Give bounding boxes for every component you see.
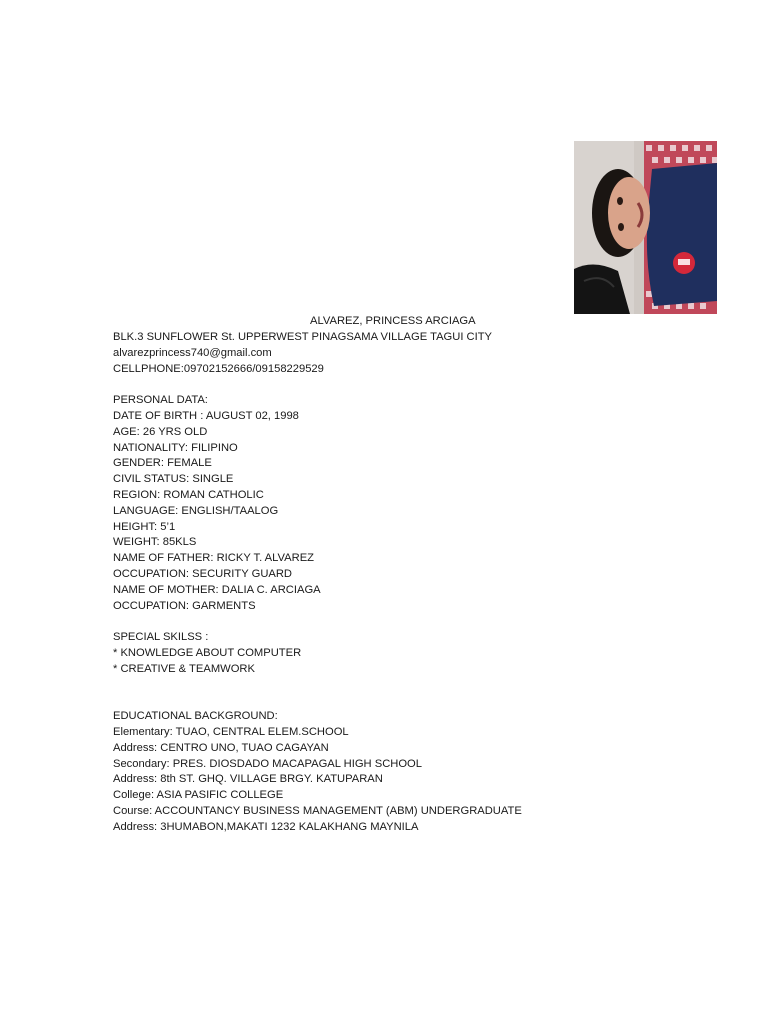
personal-data-line: NATIONALITY: FILIPINO xyxy=(113,441,238,454)
personal-data-line: LANGUAGE: ENGLISH/TAALOG xyxy=(113,504,279,517)
education-line: College: ASIA PASIFIC COLLEGE xyxy=(113,789,284,802)
profile-photo xyxy=(574,141,717,314)
personal-data-line: GENDER: FEMALE xyxy=(113,457,212,470)
education-line: Elementary: TUAO, CENTRAL ELEM.SCHOOL xyxy=(113,725,349,738)
email-address: alvarezprincess740@gmail.com xyxy=(113,346,272,359)
personal-data-line: NAME OF FATHER: RICKY T. ALVAREZ xyxy=(113,552,314,565)
personal-data-line: REGION: ROMAN CATHOLIC xyxy=(113,488,264,501)
education-line: Secondary: PRES. DIOSDADO MACAPAGAL HIGH SCHOOL xyxy=(113,757,422,770)
personal-data-line: WEIGHT: 85KLS xyxy=(113,536,197,549)
personal-data-line: CIVIL STATUS: SINGLE xyxy=(113,473,234,486)
skills-heading: SPECIAL SKILSS : xyxy=(113,631,209,644)
spacer xyxy=(113,377,522,393)
spacer xyxy=(113,614,522,630)
education-line: Address: CENTRO UNO, TUAO CAGAYAN xyxy=(113,741,329,754)
personal-data-line: DATE OF BIRTH : AUGUST 02, 1998 xyxy=(113,409,299,422)
education-heading: EDUCATIONAL BACKGROUND: xyxy=(113,710,278,723)
personal-data-line: HEIGHT: 5’1 xyxy=(113,520,176,533)
spacer xyxy=(113,678,522,710)
personal-data-line: AGE: 26 YRS OLD xyxy=(113,425,208,438)
home-address: BLK.3 SUNFLOWER St. UPPERWEST PINAGSAMA VILLAGE TAGUI CITY xyxy=(113,331,493,343)
resume-body xyxy=(113,330,522,836)
resume-name: ALVAREZ, PRINCESS ARCIAGA xyxy=(310,315,476,327)
education-line: Address: 8th ST. GHQ. VILLAGE BRGY. KATUPARAN xyxy=(113,773,383,786)
personal-data-line: OCCUPATION: SECURITY GUARD xyxy=(113,567,293,580)
education-line: Course: ACCOUNTANCY BUSINESS MANAGEMENT (ABM) UNDERGRADUATE xyxy=(113,804,522,817)
skill-item: * CREATIVE & TEAMWORK xyxy=(113,662,255,675)
skill-item: * KNOWLEDGE ABOUT COMPUTER xyxy=(113,646,302,659)
personal-data-line: OCCUPATION: GARMENTS xyxy=(113,599,256,612)
phone-number: CELLPHONE:09702152666/09158229529 xyxy=(113,362,324,375)
education-line: Address: 3HUMABON,MAKATI 1232 KALAKHANG MAYNILA xyxy=(113,820,419,833)
personal-data-heading: PERSONAL DATA: xyxy=(113,394,208,407)
personal-data-line: NAME OF MOTHER: DALIA C. ARCIAGA xyxy=(113,583,321,596)
